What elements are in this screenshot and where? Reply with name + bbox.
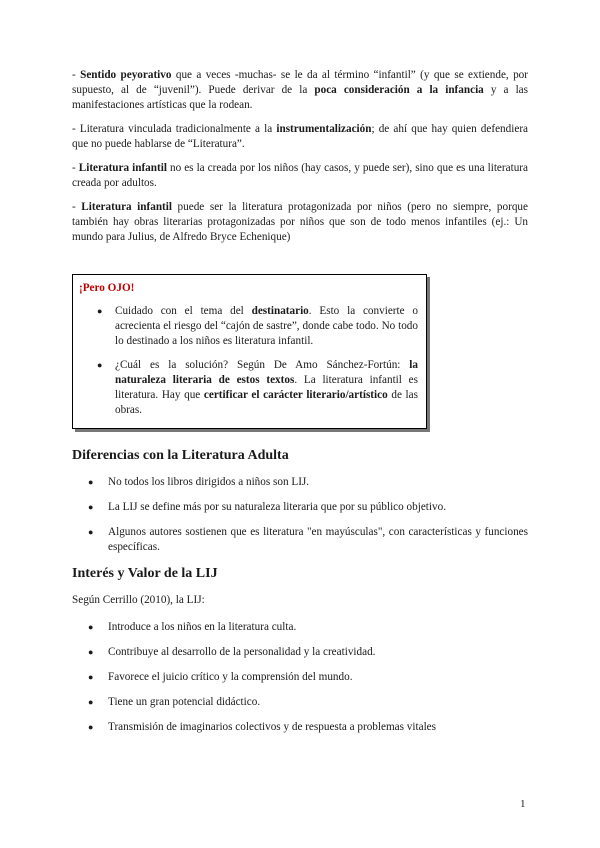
section-heading: Diferencias con la Literatura Adulta — [72, 448, 289, 463]
paragraph-peyorativo: - Sentido peyorativo que a veces -muchas- se le da al término “infantil” (y que se extiende, por supuesto, al de “juvenil”). Puede derivar de la poca consideración a la infancia y a las manifestaciones artísticas que la rodean. — [72, 69, 528, 111]
section-diferencias — [72, 447, 528, 555]
warning-box-title: ¡Pero OJO! — [79, 282, 135, 294]
section-heading: Interés y Valor de la LIJ — [72, 566, 218, 581]
list-item: ● Contribuye al desarrollo de la personalidad y la creatividad. — [88, 646, 376, 658]
bullet-icon: ● — [88, 722, 94, 732]
section-intro: Según Cerrillo (2010), la LIJ: — [72, 594, 205, 606]
bullet-icon: ● — [88, 502, 94, 512]
bullet-icon: ● — [88, 477, 94, 487]
bullet-icon: ● — [97, 306, 103, 316]
bullet-icon: ● — [97, 360, 103, 370]
paragraph-instrumentalizacion: - Literatura vinculada tradicionalmente a la instrumentalización; de ahí que hay quien defendiera que no puede hablarse de “Literatura”. — [72, 123, 529, 150]
diferencias-list — [72, 475, 528, 555]
list-item: ● Tiene un gran potencial didáctico. — [88, 696, 261, 708]
list-item: ● La LIJ se define más por su naturaleza literaria que por su público objetivo. — [88, 501, 446, 513]
bullet-icon: ● — [88, 527, 94, 537]
list-item: ● Transmisión de imaginarios colectivos y de respuesta a problemas vitales — [88, 721, 436, 733]
bullet-icon: ● — [88, 622, 94, 632]
bullet-icon: ● — [88, 647, 94, 657]
list-item: ● Algunos autores sostienen que es literatura "en mayúsculas", con características y funciones específicas. — [88, 526, 528, 553]
list-item: ● Introduce a los niños en la literatura culta. — [88, 621, 297, 633]
bullet-icon: ● — [88, 697, 94, 707]
document-page — [72, 68, 528, 745]
page-number: 1 — [520, 798, 526, 810]
bullet-icon: ● — [88, 672, 94, 682]
list-item: ● Favorece el juicio crítico y la comprensión del mundo. — [88, 671, 353, 683]
paragraph-protagonizada: - Literatura infantil puede ser la literatura protagonizada por niños (pero no siempre, porque también hay obras literarias protagonizadas por niños que son de todo menos infantiles (ej.: Un mundo para Julius, de Alfredo Bryce Echenique) — [72, 201, 528, 243]
paragraph-creada-por-adultos: - Literatura infantil no es la creada por los niños (hay casos, y puede ser), sino que es una literatura creada por adultos. — [72, 162, 528, 189]
list-item: ● ¿Cuál es la solución? Según De Amo Sánchez-Fortún: la naturaleza literaria de estos textos. La literatura infantil es literatura. Hay que certificar el carácter literario/artístico de las obras. — [97, 359, 418, 416]
list-item: ● Cuidado con el tema del destinatario. Esto la convierte o acrecienta el riesgo del “cajón de sastre”, donde cabe todo. No todo lo destinado a los niños es literatura infantil. — [97, 305, 418, 347]
section-interes-valor — [72, 565, 528, 735]
warning-box — [72, 274, 427, 429]
warning-list — [79, 304, 418, 418]
interes-list — [72, 620, 528, 735]
list-item: ● No todos los libros dirigidos a niños son LIJ. — [88, 476, 310, 488]
